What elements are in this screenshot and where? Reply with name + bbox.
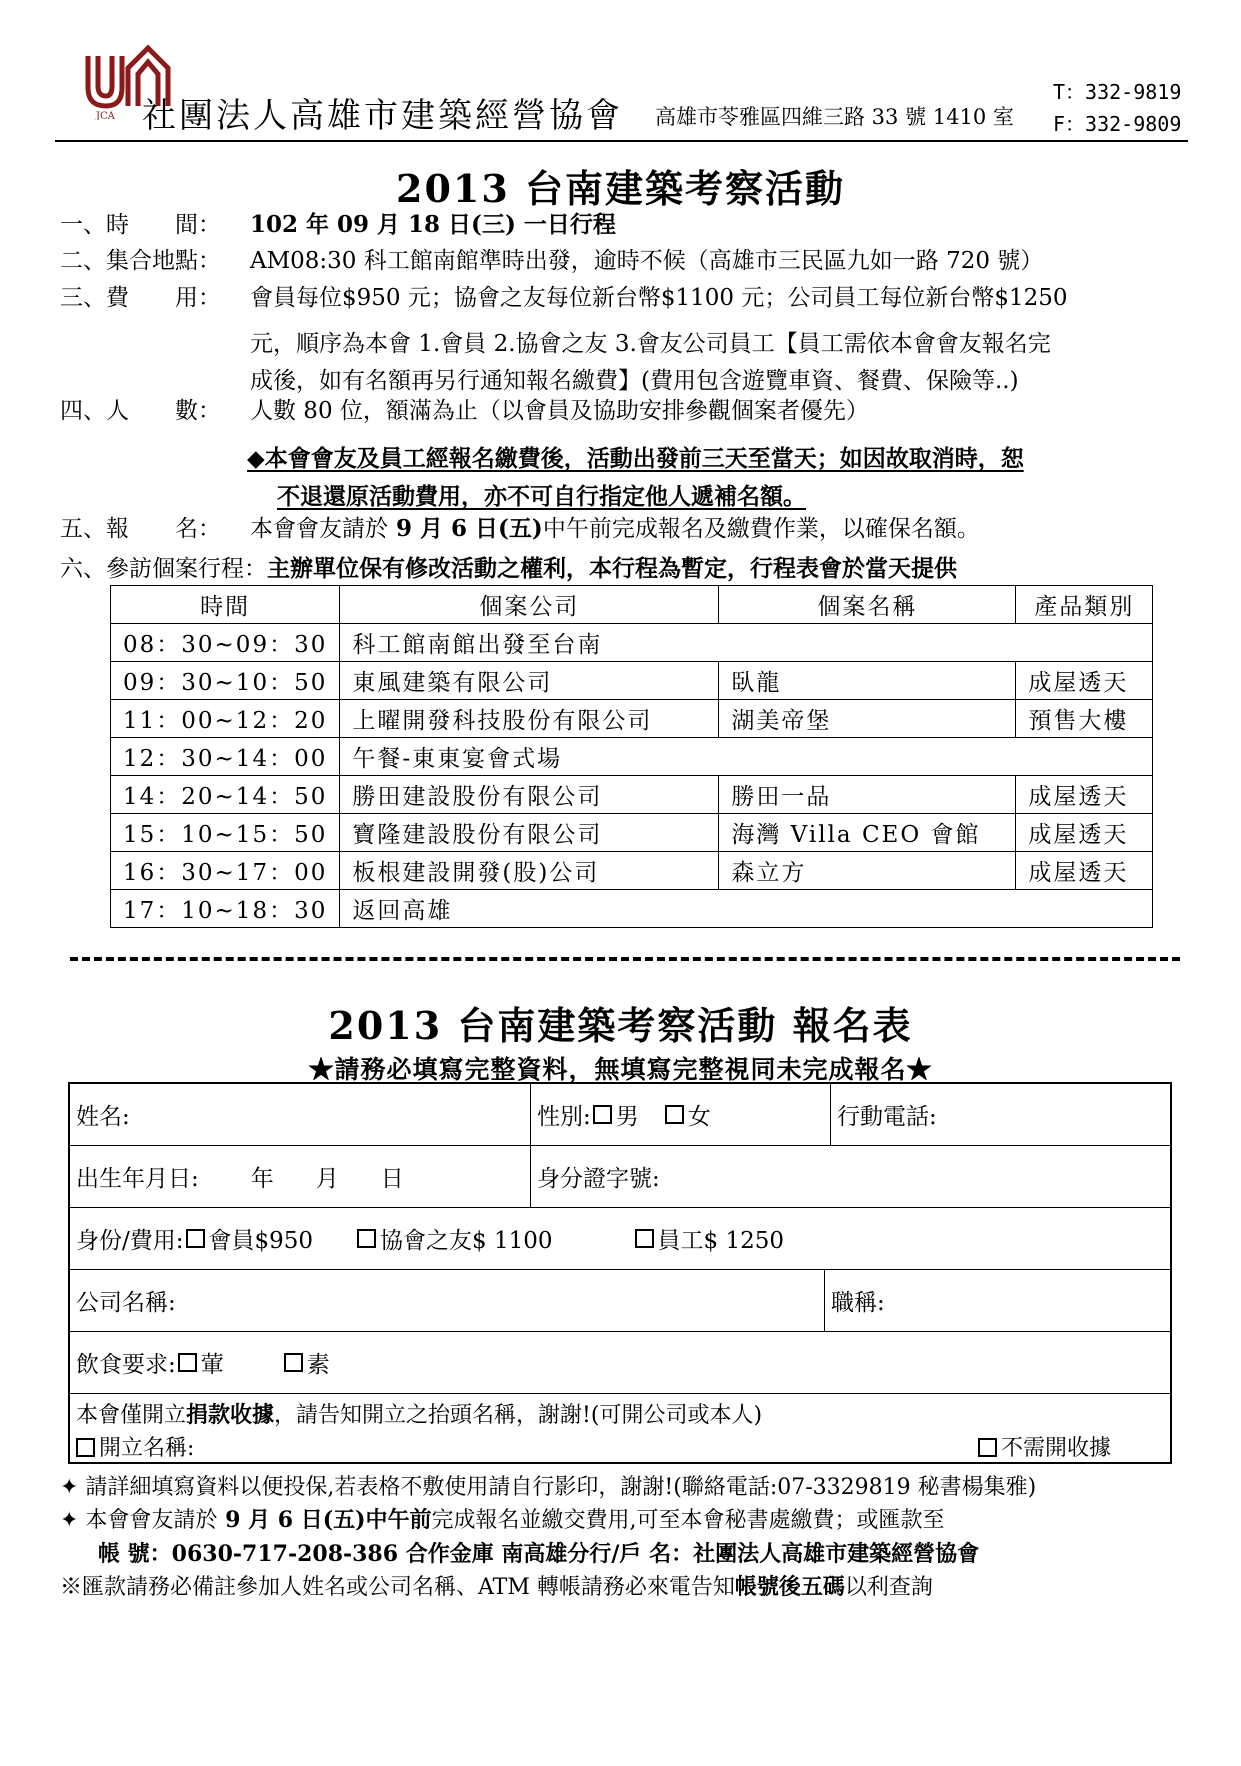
itinerary-table (110, 585, 1153, 928)
meat-checkbox[interactable] (178, 1353, 197, 1372)
id-number-field[interactable]: 身分證字號: (530, 1146, 1169, 1207)
info-fee: 三、費 用： 會員每位$950 元；協會之友每位新台幣$1100 元；公司員工每位新台幣$1250 (60, 285, 1068, 311)
logo-text: JCA (96, 111, 115, 120)
vegetarian-checkbox[interactable] (284, 1353, 303, 1372)
contact-info (1053, 76, 1181, 140)
col-category: 產品類別 (1016, 586, 1153, 624)
table-row: 14：20~14：50 勝田建設股份有限公司 勝田一品 成屋透天 (111, 776, 1153, 814)
staff-checkbox[interactable] (635, 1229, 654, 1248)
form-row-diet (70, 1332, 1170, 1394)
form-title: 2013 台南建築考察活動 報名表 (328, 1003, 913, 1048)
header-divider (55, 140, 1188, 142)
col-project: 個案名稱 (719, 586, 1016, 624)
receipt-name-field[interactable]: 開立名稱: (74, 1431, 194, 1462)
no-receipt-option: 不需開收據 (976, 1431, 1111, 1462)
table-row: 16：30~17：00 板根建設開發(股)公司 森立方 成屋透天 (111, 852, 1153, 890)
male-checkbox[interactable] (593, 1105, 612, 1124)
no-receipt-checkbox[interactable] (978, 1438, 997, 1457)
info-time: 一、時 間： 102 年 09 月 18 日(三) 一日行程 (60, 211, 616, 238)
table-row: 15：10~15：50 寶隆建設股份有限公司 海灣 Villa CEO 會館 成屋透天 (111, 814, 1153, 852)
info-meeting: 二、集合地點： AM08:30 科工館南館準時出發，逾時不候（高雄市三民區九如一路 720 號） (60, 248, 1044, 274)
info-visit: 六、參訪個案行程：主辦單位保有修改活動之權利，本行程為暫定，行程表會於當天提供 (60, 555, 957, 582)
page-title: 2013 台南建築考察活動 (396, 166, 845, 211)
form-row-birth (70, 1146, 1170, 1208)
info-fee-line2: 元，順序為本會 1.會員 2.協會之友 3.會友公司員工【員工需依本會會友報名完 (250, 331, 1051, 357)
cut-line (70, 957, 1180, 961)
receipt-note: 本會僅開立捐款收據，請告知開立之抬頭名稱，謝謝!(可開公司或本人) (76, 1402, 763, 1428)
job-title-field[interactable]: 職稱: (824, 1270, 1169, 1331)
diet-field: 飲食要求: 葷 素 (76, 1352, 330, 1378)
identity-fee-field: 身份/費用: 會員$950 協會之友$ 1100 員工$ 1250 (76, 1228, 785, 1254)
cancellation-warning-line2: 不退還原活動費用，亦不可自行指定他人遞補名額。 (277, 483, 806, 510)
friend-checkbox[interactable] (357, 1229, 376, 1248)
birthdate-field[interactable]: 出生年月日: 年 月 日 (76, 1166, 404, 1192)
form-row-company (70, 1270, 1170, 1332)
footer-note-insurance: ✦ 請詳細填寫資料以便投保,若表格不敷使用請自行影印，謝謝!(聯絡電話:07-3329819 秘書楊集雅) (60, 1475, 1037, 1500)
form-row-receipt (70, 1394, 1170, 1461)
fax-number: F：332-9809 (1053, 112, 1182, 136)
table-row: 12：30~14：00 午餐-東東宴會式場 (111, 738, 1153, 776)
table-row: 17：10~18：30 返回高雄 (111, 890, 1153, 928)
gender-field: 性別: 男 女 (530, 1084, 830, 1145)
receipt-name-checkbox[interactable] (76, 1438, 95, 1457)
footer-note-transfer: ※匯款請務必備註參加人姓名或公司名稱、ATM 轉帳請務必來電告知帳號後五碼以利查詢 (60, 1574, 933, 1600)
phone-number: T：332-9819 (1053, 80, 1182, 104)
table-row: 11：00~12：20 上曜開發科技股份有限公司 湖美帝堡 預售大樓 (111, 700, 1153, 738)
info-fee-line3: 成後，如有名額再另行通知報名繳費】(費用包含遊覽車資、餐費、保險等..) (250, 368, 1019, 394)
cancellation-warning: ◆本會會友及員工經報名繳費後，活動出發前三天至當天；如因故取消時，恕 (247, 445, 1024, 472)
mobile-field[interactable]: 行動電話: (830, 1084, 1169, 1145)
footer-note-payment: ✦ 本會會友請於 9 月 6 日(五)中午前完成報名並繳交費用,可至本會秘書處繳費；或匯款至 (60, 1507, 945, 1533)
table-header-row (111, 586, 1153, 624)
form-notice: ★請務必填寫完整資料，無填寫完整視同未完成報名★ (308, 1055, 933, 1084)
col-company: 個案公司 (340, 586, 719, 624)
registration-form (68, 1082, 1172, 1464)
col-time: 時間 (111, 586, 340, 624)
table-row: 08：30~09：30 科工館南館出發至台南 (111, 624, 1153, 662)
member-checkbox[interactable] (186, 1229, 205, 1248)
org-address: 高雄市苓雅區四維三路 33 號 1410 室 (655, 105, 1014, 129)
info-register: 五、報 名： 本會會友請於 9 月 6 日(五)中午前完成報名及繳費作業，以確保名額。 (60, 515, 980, 542)
company-field[interactable]: 公司名稱: (76, 1290, 176, 1316)
info-count: 四、人 數： 人數 80 位，額滿為止（以會員及協助安排參觀個案者優先） (60, 398, 869, 424)
form-row-identity (70, 1208, 1170, 1270)
org-name: 社團法人高雄市建築經營協會 (142, 96, 623, 136)
table-row: 09：30~10：50 東風建築有限公司 臥龍 成屋透天 (111, 662, 1153, 700)
name-field[interactable]: 姓名: (76, 1104, 130, 1130)
female-checkbox[interactable] (665, 1105, 684, 1124)
form-row-name (70, 1084, 1170, 1146)
bank-account: 帳 號：0630-717-208-386 合作金庫 南高雄分行/戶 名：社團法人高雄市建築經營協會 (98, 1541, 980, 1567)
